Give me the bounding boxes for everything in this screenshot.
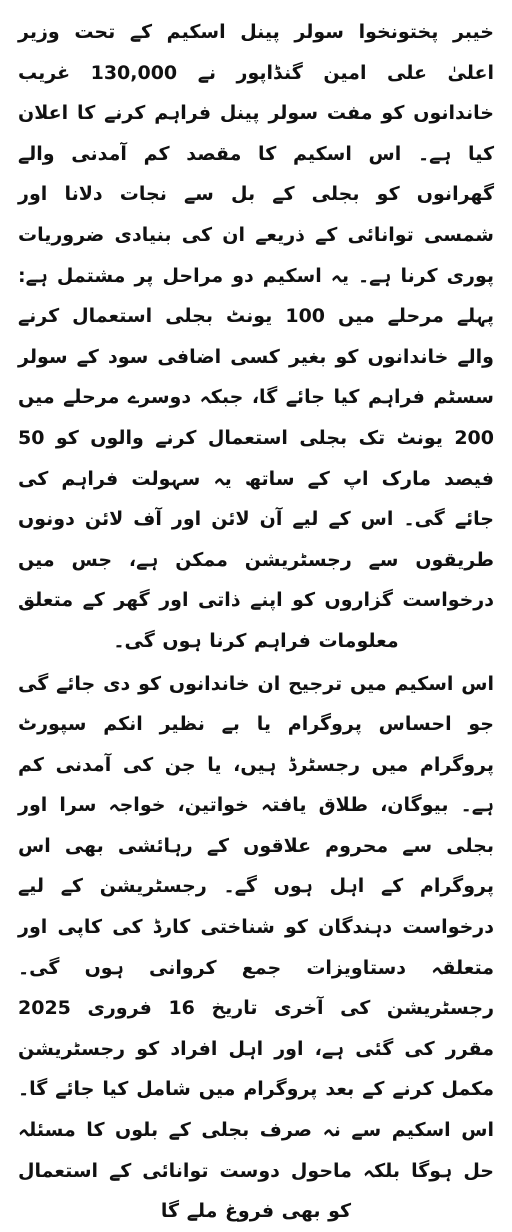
article-paragraph-2: اس اسکیم میں ترجیح ان خاندانوں کو دی جائے گی جو احساس پروگرام یا بے نظیر انکم سپورٹ پروگرام میں رجسٹرڈ ہیں، یا جن کی آمدنی کم ہے۔ بیوگان، طلاق یافتہ خواتین، خواجہ سرا اور بجلی سے محروم علاقوں کے رہائشی بھی اس پروگرام کے اہل ہوں گے۔ رجسٹریشن کے لیے درخواست دہندگان کو شناختی کارڈ کی کاپی اور متعلقہ دستاویزات جمع کروانی ہوں گی۔ رجسٹریشن کی آخری تاریخ 16 فروری 2025 مقرر کی گئی ہے، اور اہل افراد کو رجسٹریشن مکمل کرنے کے بعد پروگرام میں شامل کیا جائے گا۔ اس اسکیم سے نہ صرف بجلی کے بلوں کا مسئلہ حل ہوگا بلکہ ماحول دوست توانائی کے استعمال کو بھی فروغ ملے گا [18, 672, 495, 1223]
article-paragraph-1: خیبر پختونخوا سولر پینل اسکیم کے تحت وزیر اعلیٰ علی امین گنڈاپور نے 130,000 غریب خاندانوں کو مفت سولر پینل فراہم کرنے کا اعلان کیا ہے۔ اس اسکیم کا مقصد کم آمدنی والے گھرانوں کو بجلی کے بل سے نجات دلانا اور شمسی توانائی کے ذریعے ان کی بنیادی ضروریات پوری کرنا ہے۔ یہ اسکیم دو مراحل پر مشتمل ہے: پہلے مرحلے میں 100 یونٹ بجلی استعمال کرنے والے خاندانوں کو بغیر کسی اضافی سود کے سولر سسٹم فراہم کیا جائے گا، جبکہ دوسرے مرحلے میں 200 یونٹ تک بجلی استعمال کرنے والوں کو 50 فیصد مارک اپ کے ساتھ یہ سہولت فراہم کی جائے گی۔ اس کے لیے آن لائن اور آف لائن دونوں طریقوں سے رجسٹریشن ممکن ہے، جس میں درخواست گزاروں کو اپنے ذاتی اور گھر کے متعلق معلومات فراہم کرنا ہوں گی۔ [18, 21, 494, 652]
